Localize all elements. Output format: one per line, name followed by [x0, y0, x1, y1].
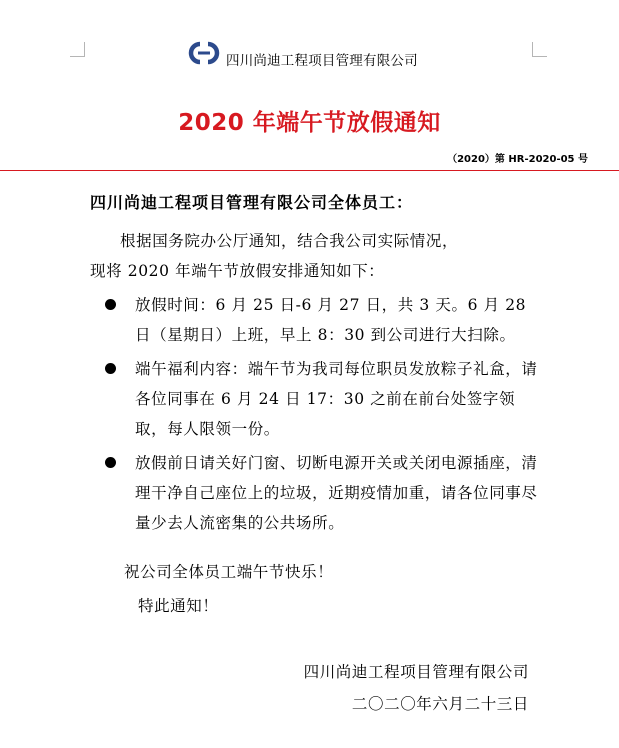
document-number: （2020）第 HR-2020-05 号: [447, 154, 588, 165]
list-item-text: 放假前日请关好门窗、切断电源开关或关闭电源插座，清理干净自己座位上的垃圾，近期疫情加重，请各位同事尽量少去人流密集的公共场所。: [135, 454, 538, 532]
crop-mark-top-right: [532, 42, 547, 57]
letterhead-company-name: 四川尚迪工程项目管理有限公司: [226, 53, 418, 69]
closing-notice: 特此通知！: [138, 597, 219, 615]
notice-title: 2020 年端午节放假通知: [178, 110, 441, 136]
letterhead: [186, 38, 418, 68]
bullet-dot-icon: [105, 363, 116, 374]
list-item: [100, 448, 540, 538]
red-divider: [0, 170, 619, 171]
company-logo-icon: [186, 40, 222, 66]
arrangement-list: [100, 290, 540, 542]
wishes-line: 祝公司全体员工端午节快乐！: [124, 563, 334, 581]
intro-line-2: 现将 2020 年端午节放假安排通知如下：: [90, 262, 385, 280]
signature-date: 二〇二〇年六月二十三日: [351, 695, 529, 713]
list-item-text: 放假时间：6 月 25 日-6 月 27 日，共 3 天。6 月 28 日（星期日）上班，早上 8：30 到公司进行大扫除。: [135, 296, 527, 344]
bullet-dot-icon: [105, 299, 116, 310]
bullet-dot-icon: [105, 457, 116, 468]
crop-mark-top-left: [70, 42, 85, 57]
signature-company: 四川尚迪工程项目管理有限公司: [303, 663, 529, 681]
list-item: [100, 290, 540, 350]
intro-paragraph: [90, 226, 540, 286]
salutation: 四川尚迪工程项目管理有限公司全体员工：: [90, 193, 414, 212]
intro-line-1: 根据国务院办公厅通知，结合我公司实际情况，: [120, 232, 459, 250]
list-item: [100, 354, 540, 444]
list-item-text: 端午福利内容：端午节为我司每位职员发放粽子礼盒，请各位同事在 6 月 24 日 17：30 之前在前台处签字领取，每人限领一份。: [135, 360, 538, 438]
